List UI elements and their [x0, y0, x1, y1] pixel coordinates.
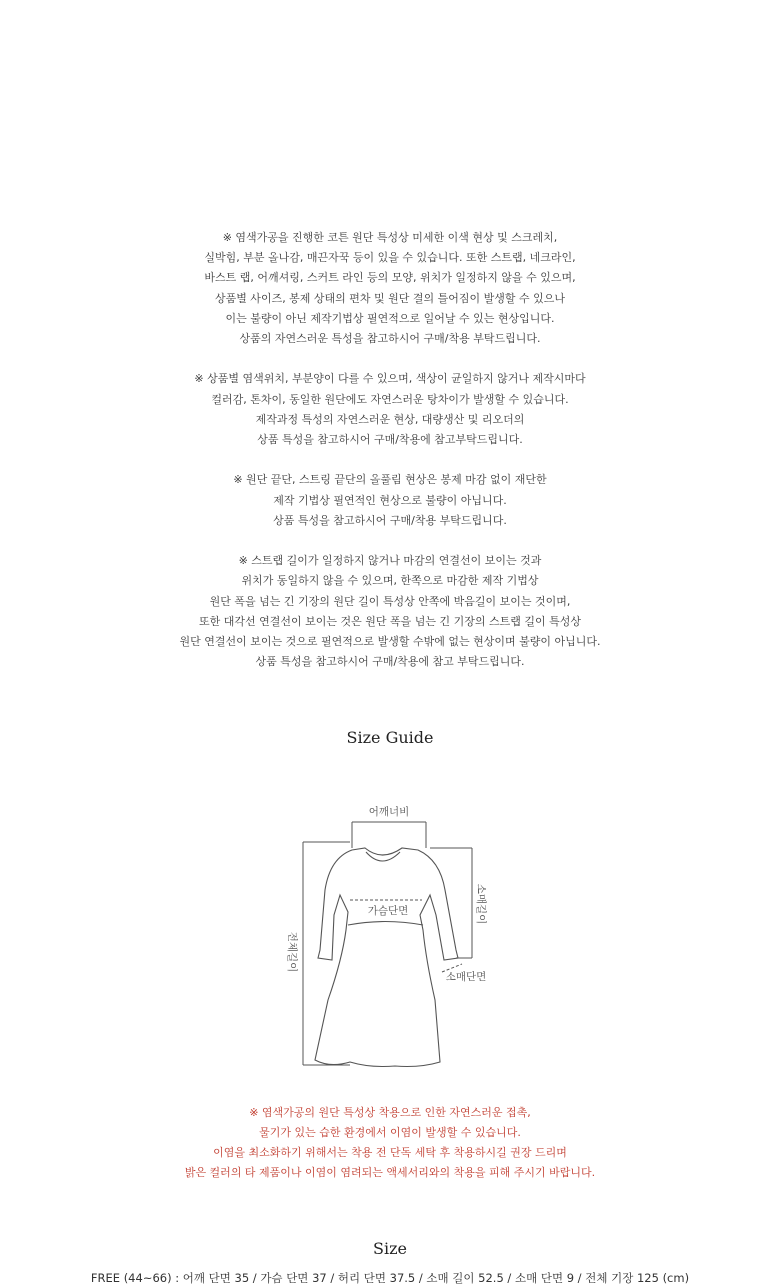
warning-line: 이염을 최소화하기 위해서는 착용 전 단독 세탁 후 착용하시길 권장 드리며 [213, 1146, 567, 1159]
notice-line: 또한 대각선 연결선이 보이는 것은 원단 폭을 넘는 긴 기장의 스트랩 길이 특성상 [199, 614, 581, 628]
notice-line: 실박힘, 부분 올나감, 매끈자꾹 등이 있을 수 있습니다. 또한 스트랩, 네크라인, [204, 251, 576, 265]
notice-line: ※ 염색가공을 진행한 코튼 원단 특성상 미세한 이색 현상 및 스크레치, [222, 231, 558, 244]
size-guide-title: Size Guide [346, 728, 434, 747]
notice-line: 원단 연결선이 보이는 것으로 필연적으로 발생할 수밖에 없는 현상이며 불량이 아닙니다. [179, 635, 601, 649]
notice-paragraph [0, 470, 780, 531]
warning-line: 밝은 컬러의 타 제품이나 이염이 염려되는 액세서리와의 착용을 피해 주시기 바랍니다. [184, 1166, 596, 1179]
measure-lines [303, 822, 472, 1065]
notice-line: 바스트 랩, 어깨셔링, 스커트 라인 등의 모양, 위치가 일정하지 않을 수 있으며, [204, 271, 576, 285]
notice-paragraph [0, 369, 780, 450]
warning-line: ※ 염색가공의 원단 특성상 착용으로 인한 자연스러운 접촉, [249, 1106, 531, 1119]
chest-label: 가슴단면 [367, 905, 409, 917]
dress-diagram [270, 800, 510, 1075]
notice-line: 상품별 사이즈, 봉제 상태의 편차 및 원단 결의 틀어짐이 발생할 수 있으나 [214, 291, 566, 305]
size-title: Size [373, 1239, 407, 1258]
notice-paragraph [0, 551, 780, 672]
total-length-label: 전체길이 [286, 931, 298, 973]
care-notice [0, 228, 780, 693]
dress-outline [315, 848, 458, 1067]
notice-line: 이는 불량이 아닌 제작기법상 필연적으로 일어날 수 있는 현상입니다. [225, 311, 555, 325]
notice-line: 상품 특성을 참고하시어 구매/착용 부탁드립니다. [273, 513, 507, 527]
notice-line: 컬러감, 톤차이, 동일한 원단에도 자연스러운 탕차이가 발생할 수 있습니다. [211, 392, 569, 406]
notice-line: ※ 원단 끝단, 스트링 끝단의 올풀림 현상은 봉제 마감 없이 재단한 [233, 473, 547, 487]
notice-line: 상품 특성을 참고하시어 구매/착용에 참고 부탁드립니다. [255, 655, 525, 669]
shoulder-label: 어깨너비 [368, 806, 410, 818]
sleeve-width-label: 소매단면 [445, 971, 487, 983]
warning-line: 물기가 있는 습한 환경에서 이염이 발생할 수 있습니다. [259, 1126, 521, 1139]
sleeve-length-label: 소매길이 [475, 883, 487, 925]
notice-line: 상품 특성을 참고하시어 구매/착용에 참고부탁드립니다. [257, 433, 523, 447]
notice-line: ※ 스트랩 길이가 일정하지 않거나 마감의 연결선이 보이는 것과 [238, 554, 542, 568]
notice-line: 제작과정 특성의 자연스러운 현상, 대량생산 및 리오더의 [255, 412, 525, 426]
size-measurements: FREE (44~66) : 어깨 단면 35 / 가슴 단면 37 / 허리 단면 37.5 / 소매 길이 52.5 / 소매 단면 9 / 전체 기장 125 (cm) [90, 1271, 690, 1285]
notice-paragraph [0, 228, 780, 349]
notice-line: 위치가 동일하지 않을 수 있으며, 한쪽으로 마감한 제작 기법상 [241, 574, 539, 588]
notice-line: 제작 기법상 필연적인 현상으로 불량이 아닙니다. [273, 493, 507, 507]
notice-line: 상품의 자연스러운 특성을 참고하시어 구매/착용 부탁드립니다. [239, 332, 541, 346]
notice-line: 원단 폭을 넘는 긴 기장의 원단 길이 특성상 안쪽에 박음길이 보이는 것이며, [209, 594, 571, 608]
dye-transfer-warning [0, 1103, 780, 1183]
notice-line: ※ 상품별 염색위치, 부분양이 다를 수 있으며, 색상이 균일하지 않거나 제작시마다 [194, 372, 586, 386]
